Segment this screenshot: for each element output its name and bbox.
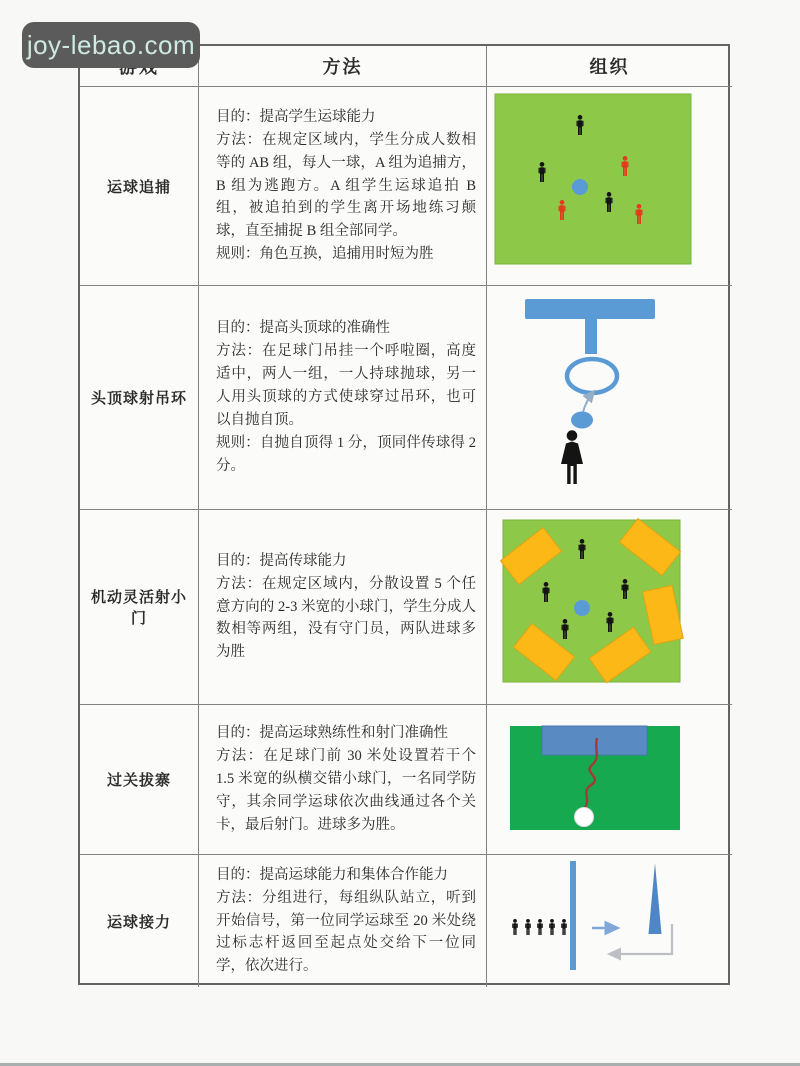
purpose-line: 目的：提高学生运球能力 [216, 108, 376, 125]
games-table [78, 44, 730, 985]
method-text-checkpoint [199, 705, 487, 855]
method-line: 方法：在规定区域内，学生分成人数相等的 AB 组，每人一球，A 组为追捕方，B 组为逃跑方。A 组学生运球追拍 B 组，被追拍到的学生离开场地练习颠球，直至捕捉 B 组全部同学。 [216, 131, 476, 240]
diagram-checkpoint [487, 705, 732, 855]
method-text-five-goals [199, 510, 487, 705]
game-name-dribble-chase: 运球追捕 [80, 87, 199, 286]
method-line: 方法：分组进行，每组纵队站立，听到开始信号，第一位同学运球至 20 米处绕过标志杆返回至起点处交给下一位同学，依次进行。 [216, 889, 476, 975]
chase-field-diagram [487, 87, 732, 286]
method-line: 方法：在规定区域内，分散设置 5 个任意方向的 2-3 米宽的小球门，学生分成人数相等两组，没有守门员，两队进球多为胜 [216, 575, 476, 661]
watermark-text: joy-lebao.com [26, 29, 196, 60]
person-icon [549, 919, 555, 935]
person-icon [561, 430, 583, 484]
method-text-relay [199, 855, 487, 987]
method-text-dribble-chase [199, 87, 487, 286]
ball-icon [575, 808, 594, 827]
relay-diagram [487, 855, 732, 987]
header-organization-column: 组织 [487, 46, 732, 87]
person-icon [561, 919, 567, 935]
rule-line: 规则：角色互换，追捕用时短为胜 [216, 246, 434, 263]
ring-icon [567, 359, 617, 393]
diagram-dribble-chase [487, 87, 732, 286]
ball-icon [572, 179, 588, 195]
purpose-line: 目的：提高传球能力 [216, 552, 347, 569]
diagram-relay [487, 855, 732, 987]
game-name-relay: 运球接力 [80, 855, 199, 987]
diagram-header-ring [487, 286, 732, 510]
game-name-header-ring: 头顶球射吊环 [80, 286, 199, 510]
purpose-line: 目的：提高头顶球的准确性 [216, 320, 390, 337]
game-name-checkpoint: 过关拔寨 [80, 705, 199, 855]
crossbar-icon [525, 299, 655, 319]
person-icon [537, 919, 543, 935]
zigzag-shoot-diagram [487, 705, 732, 855]
hanging-ring-diagram [487, 286, 732, 510]
goal-icon [542, 726, 647, 755]
person-icon [525, 919, 531, 935]
diagram-five-goals [487, 510, 732, 705]
ball-icon [574, 600, 590, 616]
purpose-line: 目的：提高运球熟练性和射门准确性 [216, 725, 448, 742]
five-goals-diagram [487, 510, 732, 705]
start-line-bar-icon [570, 861, 576, 970]
hanging-post-icon [585, 318, 597, 354]
header-method-column: 方法 [199, 46, 487, 87]
purpose-line: 目的：提高运球能力和集体合作能力 [216, 866, 448, 883]
method-line: 方法：在足球门吊挂一个呼啦圈，高度适中，两人一组，一人持球抛球，另一人用头顶球的方式使球穿过吊环，也可以自抛自顶。 [216, 343, 476, 428]
marker-pole-cone-icon [649, 863, 662, 934]
method-line: 方法：在足球门前 30 米处设置若干个 1.5 米宽的纵横交错小球门，一名同学防守，其余同学运球依次曲线通过各个关卡，最后射门。进球多为胜。 [216, 748, 476, 833]
rule-line: 规则：自抛自顶得 1 分，顶同伴传球得 2 分。 [216, 434, 476, 474]
game-name-five-goals: 机动灵活射小门 [80, 510, 199, 705]
ball-icon [571, 412, 593, 429]
return-path-arrow-icon [609, 924, 672, 954]
watermark-badge [22, 22, 200, 68]
green-field [495, 94, 691, 264]
person-icon [512, 919, 518, 935]
method-text-header-ring [199, 286, 487, 510]
